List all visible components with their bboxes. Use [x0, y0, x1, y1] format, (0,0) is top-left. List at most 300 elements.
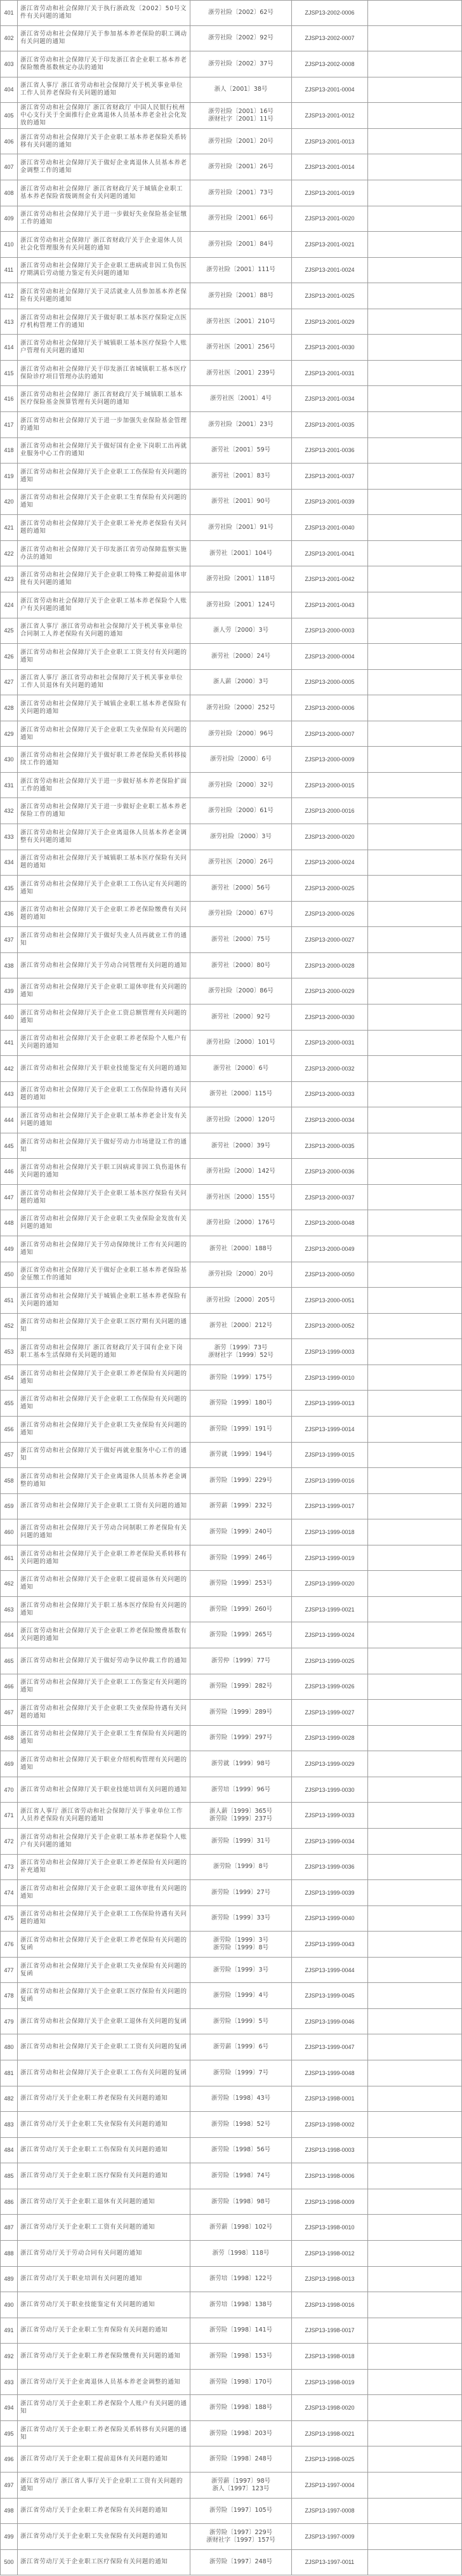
remark-cell — [368, 798, 462, 824]
document-code: ZJSP13-1999-0003 — [292, 1339, 368, 1365]
row-number: 492 — [0, 2344, 18, 2369]
row-number: 483 — [0, 2112, 18, 2137]
remark-cell — [368, 2446, 462, 2472]
row-number: 427 — [0, 670, 18, 695]
document-title: 浙江省人事厅 浙江省劳动和社会保障厅关于机关事业单位工作人员养老保险有关问题的通知 — [18, 77, 190, 103]
remark-cell — [368, 773, 462, 798]
row-number: 461 — [0, 1545, 18, 1571]
document-code: ZJSP13-2000-0048 — [292, 1210, 368, 1236]
table-row — [0, 1236, 462, 1262]
document-code: ZJSP13-2000-0035 — [292, 1133, 368, 1159]
row-number: 417 — [0, 412, 18, 437]
remark-cell — [368, 1339, 462, 1365]
table-row — [0, 1777, 462, 1803]
remark-cell — [368, 876, 462, 901]
document-title: 浙江省劳动和社会保障厅关于企业职工特殊工种提前退休审批有关问题的通知 — [18, 566, 190, 592]
document-title: 浙江省劳动和社会保障厅关于城镇企业职工基本养老保险有关问题的通知 — [18, 1288, 190, 1313]
row-number: 464 — [0, 1622, 18, 1648]
document-number: 浙劳社〔2000〕92号 — [190, 1004, 292, 1030]
row-number: 420 — [0, 490, 18, 515]
table-row — [0, 2395, 462, 2421]
document-code: ZJSP13-1998-0021 — [292, 2421, 368, 2446]
document-code: ZJSP13-2001-0029 — [292, 309, 368, 335]
document-code: ZJSP13-2001-0042 — [292, 566, 368, 592]
remark-cell — [368, 26, 462, 51]
remark-cell — [368, 386, 462, 411]
document-code: ZJSP13-2000-0015 — [292, 773, 368, 798]
document-number: 浙劳社险〔2001〕118号 — [190, 566, 292, 592]
document-number: 浙劳险〔1998〕52号 — [190, 2112, 292, 2137]
document-number: 浙劳险〔1999〕289号 — [190, 1700, 292, 1725]
table-row — [0, 1597, 462, 1623]
remark-cell — [368, 206, 462, 232]
document-title: 浙江省劳动和社会保障厅关于城镇职工基本医疗保险有关问题的通知 — [18, 850, 190, 876]
table-row — [0, 1031, 462, 1057]
document-code: ZJSP13-2002-0008 — [292, 51, 368, 77]
document-number: 浙劳社险〔2001〕111号 — [190, 258, 292, 283]
document-code: ZJSP13-1999-0044 — [292, 1958, 368, 1983]
document-code: ZJSP13-1999-0018 — [292, 1519, 368, 1545]
document-code: ZJSP13-2001-0035 — [292, 412, 368, 437]
table-row — [0, 2473, 462, 2499]
row-number: 445 — [0, 1133, 18, 1159]
document-number: 浙劳社医〔2001〕4号 — [190, 386, 292, 411]
document-code: ZJSP13-1997-0004 — [292, 2473, 368, 2498]
document-code: ZJSP13-1999-0020 — [292, 1571, 368, 1596]
row-number: 494 — [0, 2395, 18, 2420]
document-number: 浙劳险〔1999〕191号 — [190, 1417, 292, 1442]
document-number: 浙劳社险〔2001〕23号 — [190, 412, 292, 437]
table-row — [0, 1932, 462, 1958]
remark-cell — [368, 618, 462, 644]
remark-cell — [368, 824, 462, 850]
document-title: 浙江省劳动厅关于企业职工工伤保险有关问题的通知 — [18, 2138, 190, 2163]
row-number: 479 — [0, 2009, 18, 2034]
document-code: ZJSP13-1999-0034 — [292, 1829, 368, 1854]
table-row — [0, 206, 462, 232]
table-row — [0, 541, 462, 567]
document-title: 浙江省劳动和社会保障厅 浙江省财政厅关于城镇职工基本医疗保险基金预算管理有关问题的通知 — [18, 386, 190, 411]
document-title: 浙江省劳动和社会保障厅关于企业职工养老保险有关问题的通知 — [18, 1365, 190, 1391]
table-row — [0, 2524, 462, 2550]
table-row — [0, 1622, 462, 1648]
table-row — [0, 77, 462, 103]
document-code: ZJSP13-2000-0049 — [292, 1236, 368, 1262]
row-number: 472 — [0, 1829, 18, 1854]
remark-cell — [368, 2370, 462, 2395]
table-row — [0, 1648, 462, 1674]
document-code: ZJSP13-2001-0019 — [292, 180, 368, 206]
row-number: 487 — [0, 2215, 18, 2240]
document-number: 浙劳险〔1999〕260号 — [190, 1597, 292, 1622]
remark-cell — [368, 1726, 462, 1751]
table-row — [0, 2370, 462, 2396]
remark-cell — [368, 1674, 462, 1700]
document-title: 浙江省劳动和社会保障厅关于城镇企业职工基本养老保险有关问题的通知 — [18, 695, 190, 721]
document-number: 浙劳薪〔1999〕232号 — [190, 1494, 292, 1519]
row-number: 463 — [0, 1597, 18, 1622]
table-row — [0, 1880, 462, 1906]
document-code: ZJSP13-2000-0007 — [292, 721, 368, 747]
document-number: 浙劳险〔1999〕282号 — [190, 1674, 292, 1700]
document-code: ZJSP13-1999-0025 — [292, 1648, 368, 1674]
table-row — [0, 1983, 462, 2009]
row-number: 403 — [0, 51, 18, 77]
document-title: 浙江省劳动和社会保障厅关于企业职工工伤保险待遇有关问题的通知 — [18, 1082, 190, 1107]
row-number: 488 — [0, 2241, 18, 2266]
document-number: 浙劳社险〔2000〕96号 — [190, 721, 292, 747]
row-number: 438 — [0, 953, 18, 978]
remark-cell — [368, 695, 462, 721]
table-row — [0, 850, 462, 876]
table-row — [0, 1339, 462, 1365]
row-number: 410 — [0, 232, 18, 257]
remark-cell — [368, 51, 462, 77]
document-code: ZJSP13-2000-0024 — [292, 850, 368, 876]
remark-cell — [368, 1571, 462, 1596]
document-number: 浙人〔2001〕38号 — [190, 77, 292, 103]
document-number: 浙劳就〔1999〕194号 — [190, 1443, 292, 1468]
row-number: 441 — [0, 1031, 18, 1056]
table-row — [0, 26, 462, 52]
document-number: 浙劳险〔1997〕229号 浙财社字〔1997〕157号 — [190, 2524, 292, 2549]
document-number: 浙劳险〔1998〕248号 — [190, 2446, 292, 2472]
document-title: 浙江省劳动和社会保障厅关于参加基本养老保险的职工调动有关问题的通知 — [18, 26, 190, 51]
row-number: 489 — [0, 2267, 18, 2292]
row-number: 458 — [0, 1468, 18, 1493]
document-title: 浙江省劳动和社会保障厅关于企业职工医疗期有关问题的通知 — [18, 1314, 190, 1339]
row-number: 401 — [0, 1, 18, 25]
document-code: ZJSP13-1999-0028 — [292, 1726, 368, 1751]
row-number: 428 — [0, 695, 18, 721]
document-title: 浙江省劳动和社会保障厅关于职工基本医疗保险有关问题的通知 — [18, 1597, 190, 1622]
table-row — [0, 721, 462, 747]
document-number: 浙劳险〔1999〕27号 — [190, 1880, 292, 1905]
table-row — [0, 670, 462, 696]
document-code: ZJSP13-1999-0036 — [292, 1855, 368, 1880]
document-title: 浙江省劳动和社会保障厅关于企业职工补充养老保险有关问题的通知 — [18, 515, 190, 540]
document-code: ZJSP13-2000-0031 — [292, 1031, 368, 1056]
document-code: ZJSP13-2000-0037 — [292, 1185, 368, 1210]
remark-cell — [368, 902, 462, 927]
document-number: 浙劳险〔1998〕188号 — [190, 2395, 292, 2420]
table-row — [0, 953, 462, 979]
table-row — [0, 490, 462, 516]
row-number: 412 — [0, 283, 18, 309]
table-row — [0, 1700, 462, 1726]
table-row — [0, 232, 462, 258]
document-code: ZJSP13-2000-0004 — [292, 644, 368, 669]
document-number: 浙劳社险〔2000〕205号 — [190, 1288, 292, 1313]
document-number: 浙劳社险〔2000〕67号 — [190, 902, 292, 927]
table-row — [0, 2550, 462, 2576]
remark-cell — [368, 1545, 462, 1571]
table-row — [0, 927, 462, 953]
document-number: 浙劳险〔1999〕8号 — [190, 1855, 292, 1880]
document-title: 浙江省劳动和社会保障厅关于企业职工工伤保险有关问题的通知 — [18, 1391, 190, 1416]
row-number: 467 — [0, 1700, 18, 1725]
table-row — [0, 1803, 462, 1829]
remark-cell — [368, 309, 462, 335]
remark-cell — [368, 1210, 462, 1236]
remark-cell — [368, 927, 462, 952]
document-code: ZJSP13-1999-0047 — [292, 2034, 368, 2060]
row-number: 465 — [0, 1648, 18, 1674]
table-row — [0, 386, 462, 412]
document-number: 浙劳社险〔2001〕26号 — [190, 154, 292, 180]
table-row — [0, 2215, 462, 2241]
document-code: ZJSP13-1999-0029 — [292, 1751, 368, 1777]
document-number: 浙劳社医〔2000〕155号 — [190, 1185, 292, 1210]
remark-cell — [368, 1391, 462, 1416]
document-title: 浙江省劳动和社会保障厅关于进一步做好企业职工基本养老保险工作的通知 — [18, 798, 190, 824]
remark-cell — [368, 1443, 462, 1468]
remark-cell — [368, 258, 462, 283]
document-title: 浙江省劳动和社会保障厅关于企业职工养老保险缴费有关问题的通知 — [18, 902, 190, 927]
document-code: ZJSP13-1999-0039 — [292, 1880, 368, 1905]
remark-cell — [368, 1829, 462, 1854]
remark-cell — [368, 361, 462, 386]
table-row — [0, 1571, 462, 1597]
row-number: 477 — [0, 1958, 18, 1983]
document-title: 浙江省劳动和社会保障厅关于进一步做好失业保险基金征缴工作的通知 — [18, 206, 190, 232]
document-code: ZJSP13-2000-0033 — [292, 1082, 368, 1107]
document-title: 浙江省劳动和社会保障厅关于职业介绍机构管理有关问题的通知 — [18, 1751, 190, 1777]
table-row — [0, 1107, 462, 1133]
remark-cell — [368, 2499, 462, 2524]
row-number: 423 — [0, 566, 18, 592]
document-title: 浙江省人事厅 浙江省劳动和社会保障厅关于机关事业单位工作人员退休有关问题的通知 — [18, 670, 190, 695]
row-number: 432 — [0, 798, 18, 824]
remark-cell — [368, 154, 462, 180]
remark-cell — [368, 1262, 462, 1288]
row-number: 493 — [0, 2370, 18, 2395]
document-title: 浙江省劳动厅关于企业离退休人员基本养老金调整的通知 — [18, 2370, 190, 2395]
row-number: 433 — [0, 824, 18, 850]
row-number: 499 — [0, 2524, 18, 2549]
document-code: ZJSP13-1999-0048 — [292, 2060, 368, 2086]
remark-cell — [368, 670, 462, 695]
table-row — [0, 51, 462, 77]
row-number: 421 — [0, 515, 18, 540]
row-number: 474 — [0, 1880, 18, 1905]
row-number: 500 — [0, 2550, 18, 2575]
document-code: ZJSP13-1999-0013 — [292, 1391, 368, 1416]
row-number: 460 — [0, 1519, 18, 1545]
document-code: ZJSP13-1999-0043 — [292, 1932, 368, 1957]
document-title: 浙江省人事厅 浙江省劳动和社会保障厅关于事业单位工作人员养老保险有关问题的通知 — [18, 1803, 190, 1828]
document-number: 浙劳险〔1999〕175号 — [190, 1365, 292, 1391]
document-number: 浙劳社医〔2001〕210号 — [190, 309, 292, 335]
table-row — [0, 1314, 462, 1340]
row-number: 485 — [0, 2163, 18, 2189]
document-number: 浙劳社险〔2000〕20号 — [190, 1262, 292, 1288]
remark-cell — [368, 1597, 462, 1622]
remark-cell — [368, 953, 462, 978]
remark-cell — [368, 1855, 462, 1880]
document-title: 浙江省劳动厅关于企业职工退休有关问题的通知 — [18, 2189, 190, 2215]
document-number: 浙劳社医〔2000〕26号 — [190, 850, 292, 876]
document-number: 浙劳社〔2000〕6号 — [190, 1056, 292, 1081]
document-number: 浙劳社〔2000〕75号 — [190, 927, 292, 952]
document-code: ZJSP13-2001-0012 — [292, 103, 368, 128]
document-title: 浙江省劳动和社会保障厅关于灵活就业人员参加基本养老保险有关问题的通知 — [18, 283, 190, 309]
document-title: 浙江省劳动和社会保障厅关于企业职工基本养老保险个人账户有关问题的通知 — [18, 1829, 190, 1854]
remark-cell — [368, 490, 462, 515]
document-code: ZJSP13-2001-0043 — [292, 592, 368, 618]
row-number: 447 — [0, 1185, 18, 1210]
row-number: 430 — [0, 747, 18, 772]
table-row — [0, 2318, 462, 2344]
document-code: ZJSP13-1999-0026 — [292, 1674, 368, 1700]
document-number: 浙劳社险〔2001〕66号 — [190, 206, 292, 232]
table-row — [0, 644, 462, 670]
table-row — [0, 1082, 462, 1108]
document-title: 浙江省劳动和社会保障厅关于企业职工医疗保险有关问题的复函 — [18, 1983, 190, 2008]
row-number: 414 — [0, 335, 18, 360]
document-number: 浙劳社〔2000〕188号 — [190, 1236, 292, 1262]
remark-cell — [368, 541, 462, 566]
document-number: 浙劳社险〔2000〕142号 — [190, 1159, 292, 1184]
table-row — [0, 2163, 462, 2189]
document-title: 浙江省劳动厅关于企业职工工资有关问题的通知 — [18, 2215, 190, 2240]
table-row — [0, 1288, 462, 1314]
document-number: 浙劳社险〔2001〕16号 浙财社字〔2001〕11号 — [190, 103, 292, 128]
document-code: ZJSP13-1998-0018 — [292, 2344, 368, 2369]
table-row — [0, 1958, 462, 1984]
document-code: ZJSP13-1998-0019 — [292, 2370, 368, 2395]
table-row — [0, 1519, 462, 1545]
remark-cell — [368, 1236, 462, 1262]
document-title: 浙江省劳动厅关于职业培训有关问题的通知 — [18, 2267, 190, 2292]
table-row — [0, 1056, 462, 1082]
document-title: 浙江省劳动厅关于企业职工医疗保险有关问题的通知 — [18, 2550, 190, 2575]
document-title: 浙江省劳动厅关于企业职工失业保险有关问题的通知 — [18, 2524, 190, 2549]
document-title: 浙江省劳动和社会保障厅关于企业职工工资有关问题的通知 — [18, 1494, 190, 1519]
row-number: 448 — [0, 1210, 18, 1236]
document-number: 浙人薪〔1999〕365号 浙劳险〔1999〕237号 — [190, 1803, 292, 1828]
document-number: 浙劳社险〔2001〕88号 — [190, 283, 292, 309]
document-title: 浙江省劳动和社会保障厅关于劳动合同制职工养老保险有关问题的通知 — [18, 1519, 190, 1545]
document-number: 浙劳社险〔2000〕6号 — [190, 747, 292, 772]
document-number: 浙劳险〔1999〕31号 — [190, 1829, 292, 1854]
row-number: 468 — [0, 1726, 18, 1751]
row-number: 407 — [0, 154, 18, 180]
remark-cell — [368, 1622, 462, 1648]
document-code: ZJSP13-1998-0001 — [292, 2086, 368, 2112]
document-number: 浙劳险〔1999〕33号 — [190, 1906, 292, 1932]
table-row — [0, 1829, 462, 1855]
remark-cell — [368, 283, 462, 309]
document-code: ZJSP13-2002-0006 — [292, 1, 368, 25]
document-code: ZJSP13-1998-0020 — [292, 2395, 368, 2420]
document-number: 浙劳社险〔2001〕91号 — [190, 515, 292, 540]
document-code: ZJSP13-1999-0017 — [292, 1494, 368, 1519]
remark-cell — [368, 1056, 462, 1081]
table-row — [0, 1906, 462, 1932]
document-title: 浙江省劳动和社会保障厅关于企业职工基本养老金计发有关问题的通知 — [18, 1107, 190, 1133]
document-title: 浙江省劳动厅 浙江省人事厅关于企业职工工资有关问题的通知 — [18, 2473, 190, 2498]
table-row — [0, 361, 462, 387]
remark-cell — [368, 1700, 462, 1725]
document-title: 浙江省劳动和社会保障厅关于职业技能鉴定有关问题的通知 — [18, 1056, 190, 1081]
row-number: 434 — [0, 850, 18, 876]
document-code: ZJSP13-2000-0009 — [292, 747, 368, 772]
document-title: 浙江省劳动和社会保障厅关于企业职工提前退休有关问题的通知 — [18, 1571, 190, 1596]
remark-cell — [368, 2112, 462, 2137]
document-number: 浙劳培〔1998〕138号 — [190, 2292, 292, 2318]
remark-cell — [368, 1906, 462, 1932]
remark-cell — [368, 2524, 462, 2549]
document-number: 浙劳社险〔2002〕37号 — [190, 51, 292, 77]
table-row — [0, 1545, 462, 1572]
row-number: 498 — [0, 2499, 18, 2524]
row-number: 415 — [0, 361, 18, 386]
row-number: 442 — [0, 1056, 18, 1081]
remark-cell — [368, 721, 462, 747]
row-number: 425 — [0, 618, 18, 644]
row-number: 440 — [0, 1004, 18, 1030]
document-code: ZJSP13-2001-0030 — [292, 335, 368, 360]
document-title: 浙江省劳动厅关于企业职工养老保险关系转移有关问题的通知 — [18, 2421, 190, 2446]
document-code: ZJSP13-2000-0029 — [292, 978, 368, 1004]
document-title: 浙江省劳动和社会保障厅关于企业离退休人员基本养老金调整的通知 — [18, 1468, 190, 1493]
remark-cell — [368, 1648, 462, 1674]
remark-cell — [368, 2060, 462, 2086]
remark-cell — [368, 1, 462, 25]
table-row — [0, 412, 462, 438]
document-code: ZJSP13-2000-0032 — [292, 1056, 368, 1081]
remark-cell — [368, 850, 462, 876]
table-row — [0, 773, 462, 799]
document-number: 浙劳险〔1998〕74号 — [190, 2163, 292, 2189]
row-number: 486 — [0, 2189, 18, 2215]
document-title: 浙江省劳动和社会保障厅关于企业职工失业保险待遇有关问题的通知 — [18, 1700, 190, 1725]
document-code: ZJSP13-2000-0030 — [292, 1004, 368, 1030]
document-code: ZJSP13-2000-0052 — [292, 1314, 368, 1339]
document-title: 浙江省劳动和社会保障厅关于印发浙江省城镇职工基本医疗保险诊疗项目管理办法的通知 — [18, 361, 190, 386]
document-number: 浙劳〔1999〕73号 浙财社字〔1999〕52号 — [190, 1339, 292, 1365]
document-title: 浙江省劳动和社会保障厅关于企业职工患病或非因工负伤医疗期满后劳动能力鉴定有关问题的通知 — [18, 258, 190, 283]
document-number: 浙劳险〔1999〕4号 — [190, 1983, 292, 2008]
document-title: 浙江省劳动和社会保障厅关于职工因病或非因工负伤退休有关问题的通知 — [18, 1159, 190, 1184]
document-title: 浙江省劳动厅关于企业职工失业保险有关问题的通知 — [18, 2112, 190, 2137]
document-code: ZJSP13-2000-0026 — [292, 902, 368, 927]
remark-cell — [368, 1031, 462, 1056]
document-number: 浙劳社险〔2001〕73号 — [190, 180, 292, 206]
remark-cell — [368, 412, 462, 437]
document-number: 浙劳社险〔2002〕62号 — [190, 1, 292, 25]
document-title: 浙江省劳动和社会保障厅关于企业职工工伤保险待遇有关问题的通知 — [18, 1906, 190, 1932]
document-title: 浙江省劳动和社会保障厅 浙江省财政厅关于城镇企业职工基本养老保险省级调剂金有关问题的通知 — [18, 180, 190, 206]
remark-cell — [368, 129, 462, 154]
remark-cell — [368, 2550, 462, 2575]
document-number: 浙劳社〔2000〕80号 — [190, 953, 292, 978]
row-number: 451 — [0, 1288, 18, 1313]
table-row — [0, 309, 462, 335]
remark-cell — [368, 2241, 462, 2266]
remark-cell — [368, 2215, 462, 2240]
document-title: 浙江省劳动和社会保障厅关于企业离退休人员基本养老金调整有关问题的通知 — [18, 824, 190, 850]
table-row — [0, 2138, 462, 2164]
row-number: 405 — [0, 103, 18, 128]
document-code: ZJSP13-2000-0028 — [292, 953, 368, 978]
row-number: 416 — [0, 386, 18, 411]
document-number: 浙劳社〔2000〕115号 — [190, 1082, 292, 1107]
document-code: ZJSP13-1999-0016 — [292, 1468, 368, 1493]
row-number: 409 — [0, 206, 18, 232]
document-number: 浙劳险〔1999〕7号 — [190, 2060, 292, 2086]
